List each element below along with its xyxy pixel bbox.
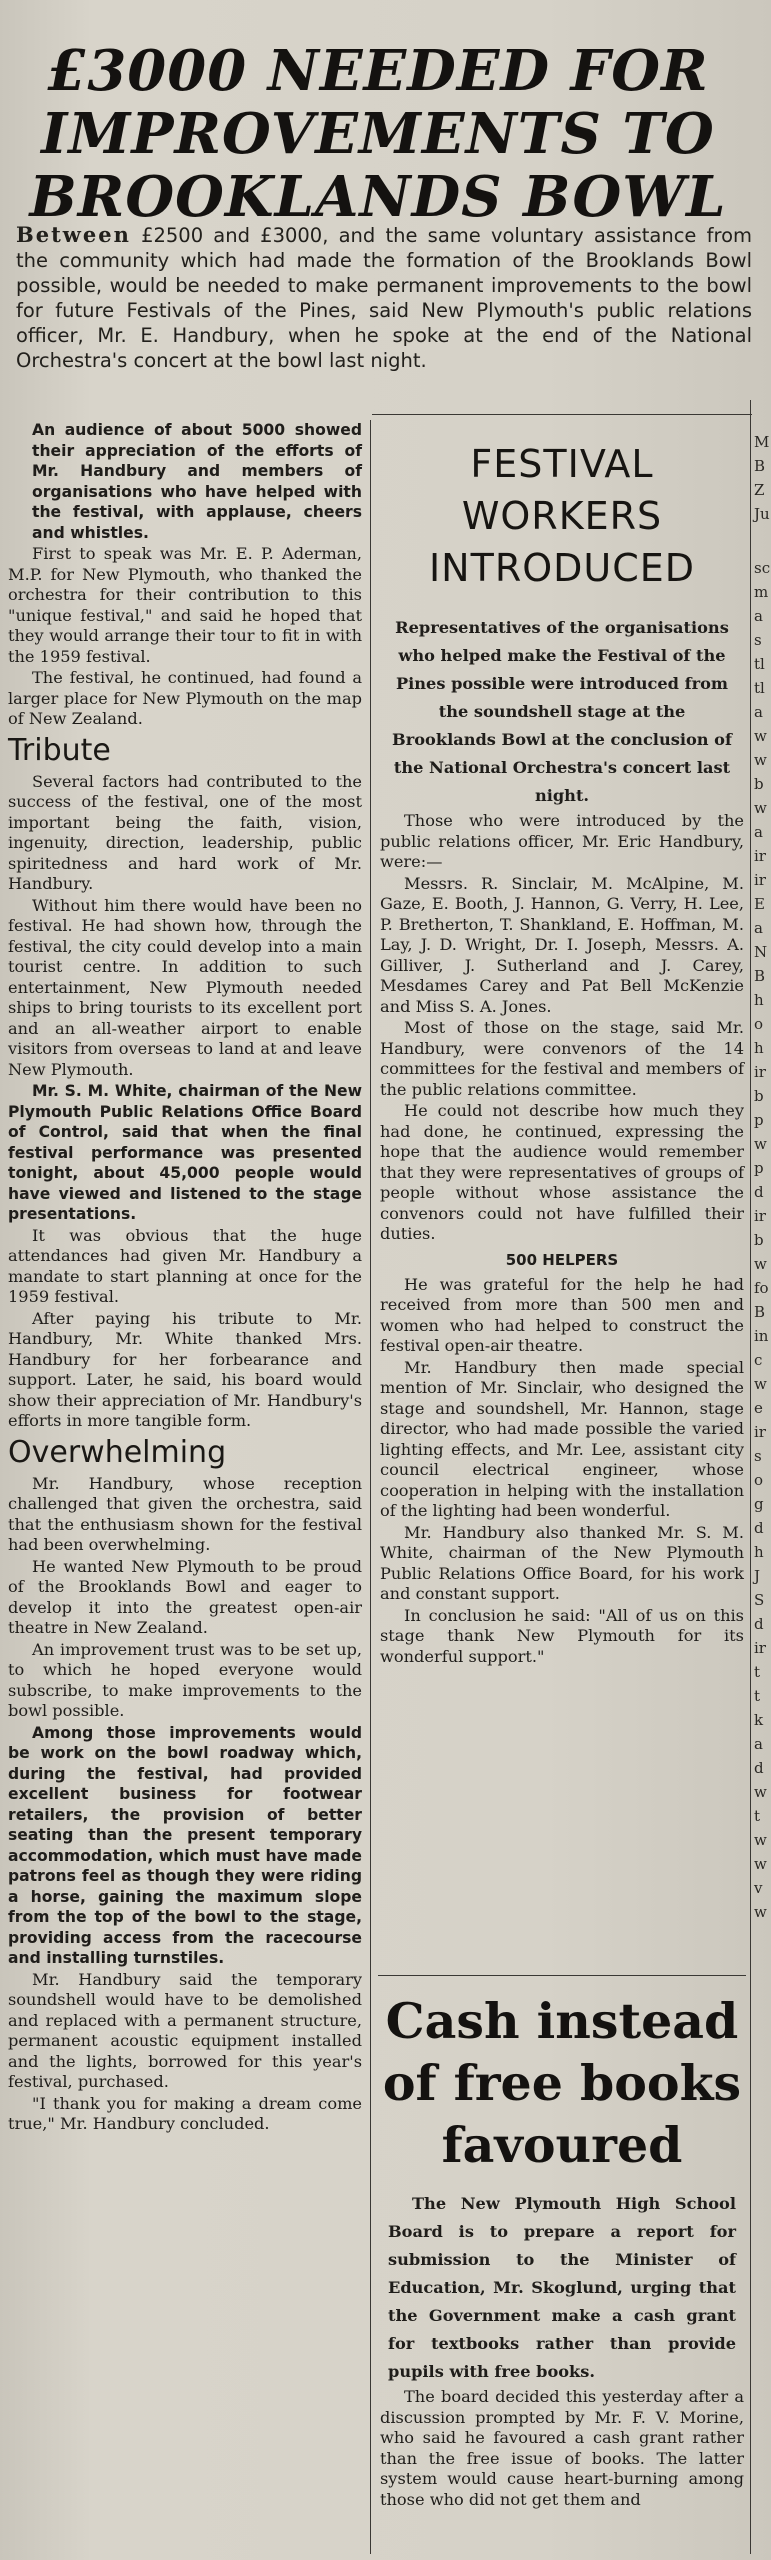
fragment: a (754, 607, 763, 625)
fragment: tl (754, 679, 765, 697)
fragment: B (754, 1303, 766, 1321)
fragment: M (754, 433, 770, 451)
body-paragraph: The board decided this yesterday after a discussion prompted by Mr. F. V. Morine, who said he favoured a cash grant rather than the free issue of books. The latter system would cause heart-burning among those who did not get them and (380, 2387, 744, 2509)
subhead-overwhelming: Overwhelming (8, 1434, 227, 1470)
fragment: w (754, 1135, 767, 1153)
fragment: g (754, 1495, 764, 1513)
body-paragraph: Mr. Handbury said the temporary soundshell would have to be demolished and replaced with a permanent structure, permanent acoustic equipment installed and the lights, borrowed for this year's festival, purchased. (8, 1969, 362, 2091)
fragment: s (754, 1447, 762, 1465)
fragment: o (754, 1471, 764, 1489)
bold-paragraph: Mr. S. M. White, chairman of the New Plymouth Public Relations Office Board of Control, said that when the final festival performance was presented tonight, about 45,000 people would have viewed and listened to the stage presentations. (8, 1082, 362, 1223)
subhead-500-helpers: 500 HELPERS (505, 1250, 619, 1269)
fragment: a (754, 703, 763, 721)
fragment: h (754, 991, 764, 1009)
right-edge-rule (750, 400, 751, 2554)
fragment: d (754, 1615, 764, 1633)
festival-head-line-2: WORKERS (461, 494, 663, 538)
festival-intro: Representatives of the organisations who helped make the Festival of the Pines possible were introduced from the soundshell stage at the Brooklands Bowl at the conclusion of the National Orchestra's concert last night. (392, 618, 732, 805)
fragment: J (754, 1567, 761, 1585)
lead-text: £2500 and £3000, and the same voluntary assistance from the community which had made the formation of the Brooklands Bowl possible, would be needed to make permanent improvements to the bowl for future Festivals of the Pines, said New Plymouth's public relations officer, Mr. E. Handbury, when he spoke at the end of the National Orchestra's concert at the bowl last night. (16, 224, 752, 372)
fragment: S (754, 1591, 765, 1609)
fragment: a (754, 1735, 763, 1753)
fragment: t (754, 1663, 761, 1681)
fragment: t (754, 1687, 761, 1705)
fragment: Z (754, 481, 765, 499)
headline-line-3: BROOKLANDS BOWL (29, 164, 727, 230)
fragment: e (754, 1399, 763, 1417)
cash-intro: The New Plymouth High School Board is to prepare a report for submission to the Minister of Education, Mr. Skoglund, urging that the Government make a cash grant for textbooks rather than provide pupils with free books. (388, 2194, 736, 2381)
fragment: b (754, 1231, 764, 1249)
body-paragraph: He was grateful for the help he had received from more than 500 men and women who had helped to construct the festival open-air theatre. (380, 1274, 744, 1355)
festival-workers-article (380, 428, 744, 1668)
lead-paragraph (16, 222, 752, 373)
fragment: w (754, 751, 767, 769)
fragment: h (754, 1543, 764, 1561)
cash-head-line-2: of free books (382, 2054, 742, 2112)
fragment: k (754, 1711, 764, 1729)
left-column (8, 420, 362, 2136)
fragment: B (754, 457, 766, 475)
column-rule-top (372, 414, 752, 415)
body-paragraph: Messrs. R. Sinclair, M. McAlpine, M. Gaze, E. Booth, J. Hannon, G. Verry, H. Lee, P. Bretherton, T. Shankland, E. Hoffman, M. Lay, J. D. Wright, Dr. I. Joseph, Messrs. A. Gilliver, J. Sutherland and J. Carey, Mesdames Carey and Pat Bell McKenzie and Miss S. A. Jones. (380, 873, 744, 1016)
festival-head-line-3: INTRODUCED (428, 546, 696, 590)
intro-paragraph: An audience of about 5000 showed their appreciation of the efforts of Mr. Handbury and members of organisations who have helped with the festival, with applause, cheers and whistles. (32, 421, 362, 542)
fragment: d (754, 1519, 764, 1537)
body-paragraph: An improvement trust was to be set up, to which he hoped everyone would subscribe, to make improvements to the bowl possible. (8, 1639, 362, 1720)
bold-paragraph: Among those improvements would be work on the bowl roadway which, during the festival, had provided excellent business for footwear retailers, the provision of better seating than the present temporary accommodation, which must have made patrons feel as though they were riding a horse, gaining the maximum slope from the top of the bowl to the stage, providing access from the racecourse and installing turnstiles. (8, 1723, 362, 1967)
body-paragraph: First to speak was Mr. E. P. Aderman, M.P. for New Plymouth, who thanked the orchestra for their contribution to this "unique festival," and said he hoped that they would arrange their tour to fit in with the 1959 festival. (8, 544, 362, 666)
box-bottom-rule (378, 1975, 746, 1976)
body-paragraph: It was obvious that the huge attendances had given Mr. Handbury a mandate to start planning at once for the 1959 festival. (8, 1225, 362, 1306)
fragment: m (754, 583, 769, 601)
fragment: w (754, 1783, 767, 1801)
headline-line-1: £3000 NEEDED FOR (47, 38, 709, 104)
body-paragraph: Mr. Handbury, whose reception challenged that given the orchestra, said that the enthusiasm shown for the festival had been overwhelming. (8, 1473, 362, 1554)
fragment: tl (754, 655, 765, 673)
fragment: B (754, 967, 766, 985)
fragment: p (754, 1159, 764, 1177)
fragment: a (754, 919, 763, 937)
subhead-tribute: Tribute (8, 732, 111, 768)
body-paragraph: The festival, he continued, had found a larger place for New Plymouth on the map of New Zealand. (8, 668, 362, 728)
fragment: E (754, 895, 765, 913)
adjacent-column-fragments (754, 430, 770, 1924)
fragment: p (754, 1111, 764, 1129)
fragment: v (754, 1879, 763, 1897)
cash-books-article (380, 1990, 744, 2511)
cash-head-line-1: Cash instead (385, 1992, 739, 2050)
fragment: w (754, 727, 767, 745)
festival-head-line-1: FESTIVAL (470, 442, 654, 486)
fragment: d (754, 1183, 764, 1201)
cash-books-headline (380, 1990, 744, 2176)
fragment: b (754, 1087, 764, 1105)
main-headline (8, 40, 748, 229)
fragment: o (754, 1015, 764, 1033)
fragment: w (754, 1831, 767, 1849)
body-paragraph: He could not describe how much they had done, he continued, expressing the hope that the audience would remember that they were representatives of groups of people without whose assistance the convenors could not have fulfilled their duties. (380, 1101, 744, 1243)
fragment: ir (754, 1639, 766, 1657)
body-paragraph: Those who were introduced by the public relations officer, Mr. Eric Handbury, were:— (380, 811, 744, 871)
fragment: w (754, 1903, 767, 1921)
headline-line-2: IMPROVEMENTS TO (41, 101, 715, 167)
lead-first-word: Between (16, 222, 131, 247)
body-paragraph: Mr. Handbury then made special mention of Mr. Sinclair, who designed the stage and soundshell, Mr. Hannon, stage director, who had made possible the varied lighting effects, and Mr. Lee, assistant city council electrical engineer, whose cooperation in helping with the installation of the lighting had been wonderful. (380, 1357, 744, 1520)
body-paragraph: Most of those on the stage, said Mr. Handbury, were convenors of the 14 committees for the festival and members of the public relations committee. (380, 1018, 744, 1099)
fragment: w (754, 799, 767, 817)
fragment: ir (754, 871, 766, 889)
fragment: ir (754, 1423, 766, 1441)
fragment: ir (754, 847, 766, 865)
cash-head-line-3: favoured (441, 2116, 683, 2174)
fragment: d (754, 1759, 764, 1777)
fragment: w (754, 1375, 767, 1393)
fragment: w (754, 1255, 767, 1273)
festival-workers-headline (380, 438, 744, 594)
column-divider (370, 420, 371, 2554)
fragment: ir (754, 1207, 766, 1225)
fragment: a (754, 823, 763, 841)
body-paragraph: In conclusion he said: "All of us on this stage thank New Plymouth for its wonderful support." (380, 1605, 744, 1666)
fragment: c (754, 1351, 763, 1369)
fragment: h (754, 1039, 764, 1057)
fragment: sc (754, 559, 771, 577)
body-paragraph: Mr. Handbury also thanked Mr. S. M. White, chairman of the New Plymouth Public Relations Office Board, for his work and constant support. (380, 1522, 744, 1603)
fragment: N (754, 943, 768, 961)
fragment: b (754, 775, 764, 793)
fragment: s (754, 631, 762, 649)
fragment: in (754, 1327, 769, 1345)
body-paragraph: Several factors had contributed to the success of the festival, one of the most important being the faith, vision, ingenuity, direction, leadership, public spiritedness and hard work of Mr. Handbury. (8, 771, 362, 893)
fragment: t (754, 1807, 761, 1825)
fragment: ir (754, 1063, 766, 1081)
fragment: fo (754, 1279, 769, 1297)
body-paragraph: After paying his tribute to Mr. Handbury, Mr. White thanked Mrs. Handbury for her forbearance and support. Later, he said, his board would show their appreciation of Mr. Handbury's efforts in more tangible form. (8, 1308, 362, 1430)
body-paragraph: Without him there would have been no festival. He had shown how, through the festival, the city could develop into a main tourist centre. In addition to such entertainment, New Plymouth needed ships to bring tourists to its excellent port and an all-weather airport to enable visitors from overseas to land at and leave New Plymouth. (8, 895, 362, 1079)
body-paragraph: "I thank you for making a dream come true," Mr. Handbury concluded. (8, 2093, 362, 2133)
body-paragraph: He wanted New Plymouth to be proud of the Brooklands Bowl and eager to develop it into the greatest open-air theatre in New Zealand. (8, 1556, 362, 1637)
fragment: w (754, 1855, 767, 1873)
fragment: Ju (754, 505, 770, 523)
